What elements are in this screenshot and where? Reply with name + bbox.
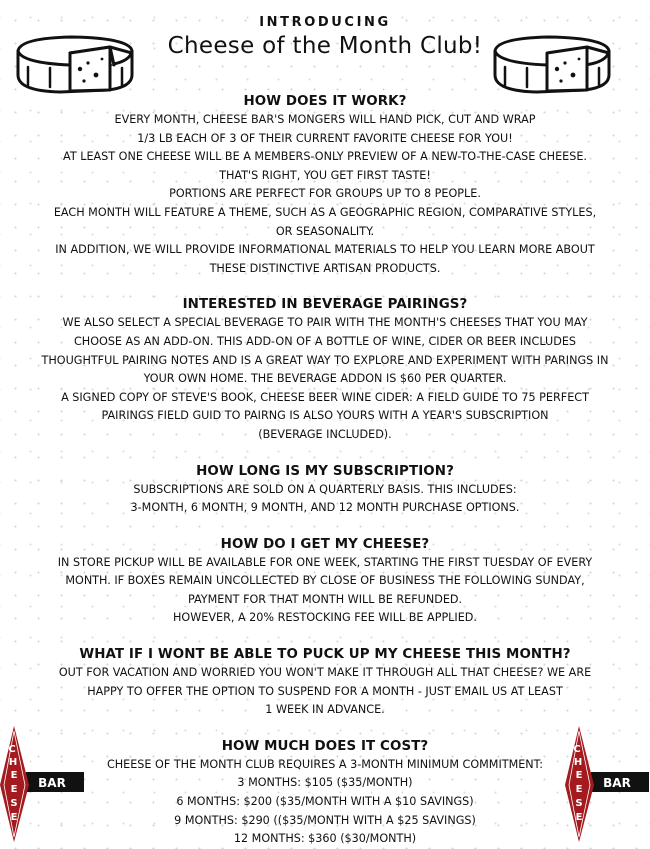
section-heading: WHAT IF I WONT BE ABLE TO PUCK UP MY CHEESE THIS MONTH?: [79, 647, 571, 663]
body-line: MONTH. IF BOXES REMAIN UNCOLLECTED BY CLOSE OF BUSINESS THE FOLLOWING SUNDAY,: [65, 574, 585, 588]
content: [0, 92, 650, 849]
body-line: EVERY MONTH, CHEESE BAR'S MONGERS WILL HAND PICK, CUT AND WRAP: [114, 113, 536, 126]
body-line: THOUGHTFUL PAIRING NOTES AND IS A GREAT WAY TO EXPLORE AND EXPERIMENT WITH PARINGS IN: [41, 353, 609, 367]
page-title: Cheese of the Month Club!: [167, 33, 483, 59]
section-beverage-pairings: [0, 295, 650, 444]
svg-text:C: C: [8, 744, 16, 755]
section-heading: HOW MUCH DOES IT COST?: [221, 738, 429, 754]
svg-text:S: S: [575, 798, 583, 809]
body-line: PAIRINGS FIELD GUID TO PAIRNG IS ALSO YOURS WITH A YEAR'S SUBSCRIPTION: [101, 409, 549, 423]
body-line: OR SEASONALITY.: [275, 224, 375, 238]
svg-text:C: C: [573, 744, 581, 755]
body-line: IN ADDITION, WE WILL PROVIDE INFORMATIONAL MATERIALS TO HELP YOU LEARN MORE ABOUT: [55, 243, 595, 257]
body-line: 3 MONTHS: $105 ($35/MONTH): [237, 776, 413, 790]
section-subscription-length: [0, 462, 650, 518]
svg-text:H: H: [8, 757, 18, 768]
body-line: CHOOSE AS AN ADD-ON. THIS ADD-ON OF A BOTTLE OF WINE, CIDER OR BEER INCLUDES: [74, 334, 576, 348]
svg-text:E: E: [575, 784, 583, 795]
header: [0, 0, 650, 92]
body-line: 3-MONTH, 6 MONTH, 9 MONTH, AND 12 MONTH PURCHASE OPTIONS.: [130, 501, 520, 515]
body-line: THAT'S RIGHT, YOU GET FIRST TASTE!: [219, 168, 431, 182]
body-line: CHEESE OF THE MONTH CLUB REQUIRES A 3-MONTH MINIMUM COMMITMENT:: [106, 757, 544, 771]
body-line: HAPPY TO OFFER THE OPTION TO SUSPEND FOR A MONTH - JUST EMAIL US AT LEAST: [87, 684, 563, 698]
body-line: A SIGNED COPY OF STEVE'S BOOK, CHEESE BEER WINE CIDER: A FIELD GUIDE TO 75 PERFECT: [61, 390, 589, 404]
intro-label: INTRODUCING: [259, 15, 391, 30]
svg-text:E: E: [10, 770, 18, 781]
body-line: IN STORE PICKUP WILL BE AVAILABLE FOR ONE WEEK, STARTING THE FIRST TUESDAY OF EVERY: [57, 555, 593, 569]
svg-text:E: E: [575, 812, 583, 823]
cheese-bar-logo: [0, 725, 86, 843]
body-line: WE ALSO SELECT A SPECIAL BEVERAGE TO PAIR WITH THE MONTH'S CHEESES THAT YOU MAY: [62, 316, 588, 330]
body-line: 9 MONTHS: $290 (($35/MONTH WITH A $25 SAVINGS): [174, 813, 476, 827]
section-heading: HOW LONG IS MY SUBSCRIPTION?: [196, 463, 454, 479]
svg-text:S: S: [10, 798, 18, 809]
svg-text:E: E: [10, 812, 18, 823]
section-heading: HOW DO I GET MY CHEESE?: [220, 536, 430, 552]
section-cost: [0, 737, 650, 849]
svg-text:BAR: BAR: [38, 776, 66, 790]
section-how-it-works: [0, 92, 650, 278]
body-line: PORTIONS ARE PERFECT FOR GROUPS UP TO 8 PEOPLE.: [169, 187, 481, 201]
body-line: PAYMENT FOR THAT MONTH WILL BE REFUNDED.: [187, 592, 463, 606]
body-line: (BEVERAGE INCLUDED).: [258, 427, 392, 441]
body-line: 6 MONTHS: $200 ($35/MONTH WITH A $10 SAVINGS): [176, 795, 474, 809]
body-line: YOUR OWN HOME. THE BEVERAGE ADDON IS $60 PER QUARTER.: [143, 372, 507, 386]
body-line: HOWEVER, A 20% RESTOCKING FEE WILL BE APPLIED.: [173, 611, 477, 625]
body-line: AT LEAST ONE CHEESE WILL BE A MEMBERS-ONLY PREVIEW OF A NEW-TO-THE-CASE CHEESE.: [63, 150, 587, 164]
cheese-wheel-icon: [491, 35, 613, 95]
svg-text:E: E: [10, 784, 18, 795]
body-line: 12 MONTHS: $360 ($30/MONTH): [233, 832, 417, 846]
body-line: OUT FOR VACATION AND WORRIED YOU WON'T MAKE IT THROUGH ALL THAT CHEESE? WE ARE: [58, 666, 592, 680]
body-line: 1/3 LB EACH OF 3 OF THEIR CURRENT FAVORITE CHEESE FOR YOU!: [137, 131, 513, 145]
section-get-cheese: [0, 535, 650, 628]
body-line: EACH MONTH WILL FEATURE A THEME, SUCH AS A GEOGRAPHIC REGION, COMPARATIVE STYLES,: [53, 205, 597, 219]
svg-text:H: H: [573, 757, 583, 768]
section-heading: INTERESTED IN BEVERAGE PAIRINGS?: [182, 297, 468, 313]
svg-text:E: E: [575, 770, 583, 781]
svg-text:BAR: BAR: [603, 776, 631, 790]
section-suspend: [0, 645, 650, 720]
body-line: THESE DISTINCTIVE ARTISAN PRODUCTS.: [209, 261, 441, 275]
cheese-bar-logo: [565, 725, 650, 843]
body-line: 1 WEEK IN ADVANCE.: [265, 703, 385, 717]
body-line: SUBSCRIPTIONS ARE SOLD ON A QUARTERLY BASIS. THIS INCLUDES:: [133, 482, 517, 496]
section-heading: HOW DOES IT WORK?: [243, 94, 407, 109]
